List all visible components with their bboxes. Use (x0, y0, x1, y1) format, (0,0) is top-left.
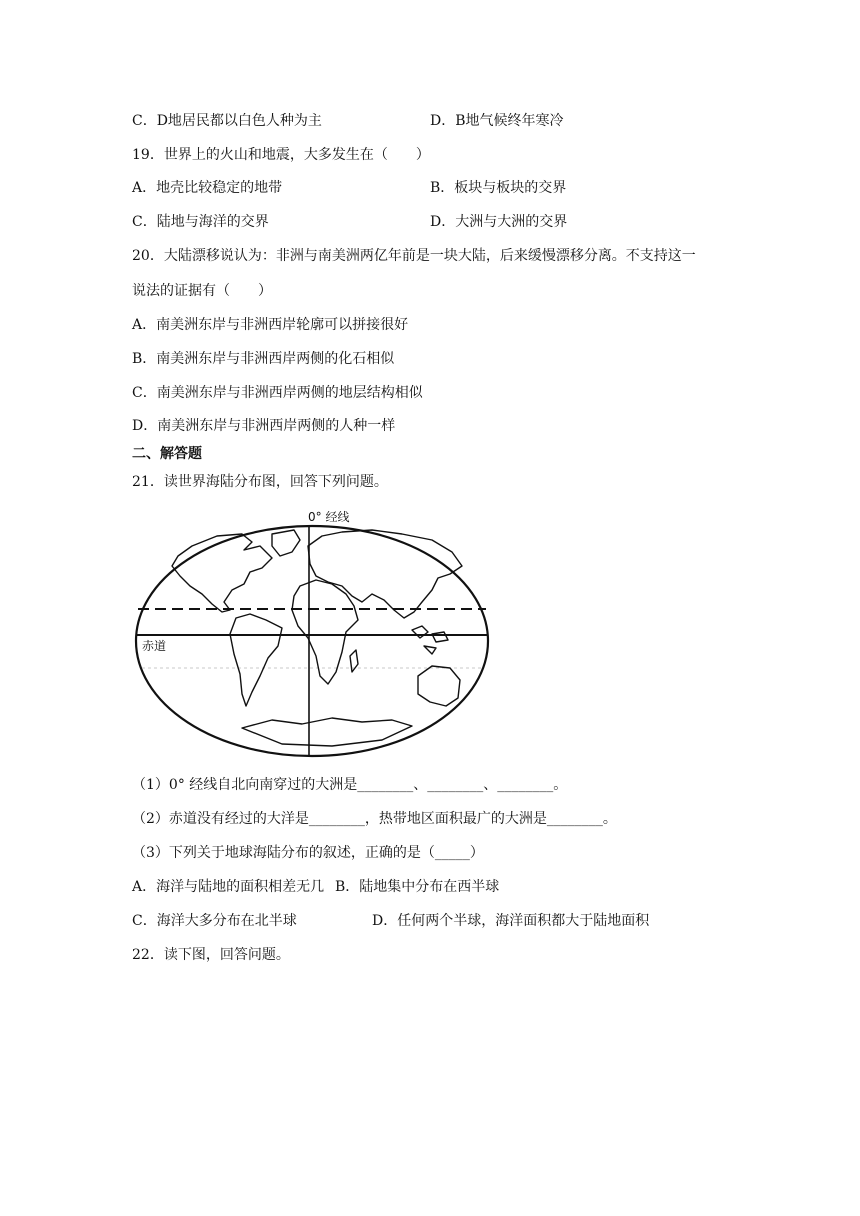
meridian-label: 0° 经线 (308, 510, 350, 524)
greenland-outline (272, 530, 300, 556)
north-america-outline (172, 534, 272, 612)
continents (172, 530, 462, 746)
q20-option-b: B．南美洲东岸与非洲西岸两侧的化石相似 (132, 351, 395, 367)
q18-option-c: C．D地居民都以白色人种为主 (132, 113, 322, 129)
q19-option-b: B．板块与板块的交界 (430, 180, 567, 196)
eurasia-outline (308, 530, 462, 618)
q21-stem: 21．读世界海陆分布图，回答下列问题。 (132, 474, 388, 490)
world-land-sea-map (132, 506, 492, 758)
q19-stem: 19．世界上的火山和地震，大多发生在（ ） (132, 147, 430, 163)
q20-option-a: A．南美洲东岸与非洲西岸轮廓可以拼接很好 (132, 317, 409, 333)
q21-sub3-option-b: B．陆地集中分布在西半球 (335, 879, 500, 895)
q20-option-c: C．南美洲东岸与非洲西岸两侧的地层结构相似 (132, 385, 423, 401)
q20-stem-line2: 说法的证据有（ ） (132, 283, 272, 299)
q19-option-c: C．陆地与海洋的交界 (132, 214, 269, 230)
q19-option-a: A．地壳比较稳定的地带 (132, 180, 283, 196)
q21-sub2: （2）赤道没有经过的大洋是________，热带地区面积最广的大洲是________。 (132, 811, 617, 827)
q22-stem: 22．读下图，回答问题。 (132, 947, 290, 963)
q21-sub3: （3）下列关于地球海陆分布的叙述，正确的是（_____） (132, 845, 484, 861)
q21-sub3-option-c: C．海洋大多分布在北半球 (132, 913, 297, 929)
australia-outline (418, 666, 460, 706)
southeast-asia-islands (412, 626, 448, 654)
q19-option-d: D．大洲与大洲的交界 (430, 214, 568, 230)
antarctica-outline (242, 718, 412, 746)
q21-sub1: （1）0° 经线自北向南穿过的大洲是________、________、________。 (132, 777, 568, 793)
q21-sub3-option-a: A．海洋与陆地的面积相差无几 (132, 879, 325, 895)
equator-label: 赤道 (142, 639, 167, 653)
q18-option-d: D．B地气候终年寒冷 (430, 113, 564, 129)
q20-option-d: D．南美洲东岸与非洲西岸两侧的人种一样 (132, 418, 396, 434)
section-title: 二、解答题 (132, 446, 202, 462)
madagascar-outline (350, 650, 358, 672)
q21-sub3-option-d: D．任何两个半球，海洋面积都大于陆地面积 (372, 913, 650, 929)
south-america-outline (230, 614, 282, 706)
q20-stem-line1: 20．大陆漂移说认为：非洲与南美洲两亿年前是一块大陆，后来缓慢漂移分离。不支持这一 (132, 248, 696, 264)
